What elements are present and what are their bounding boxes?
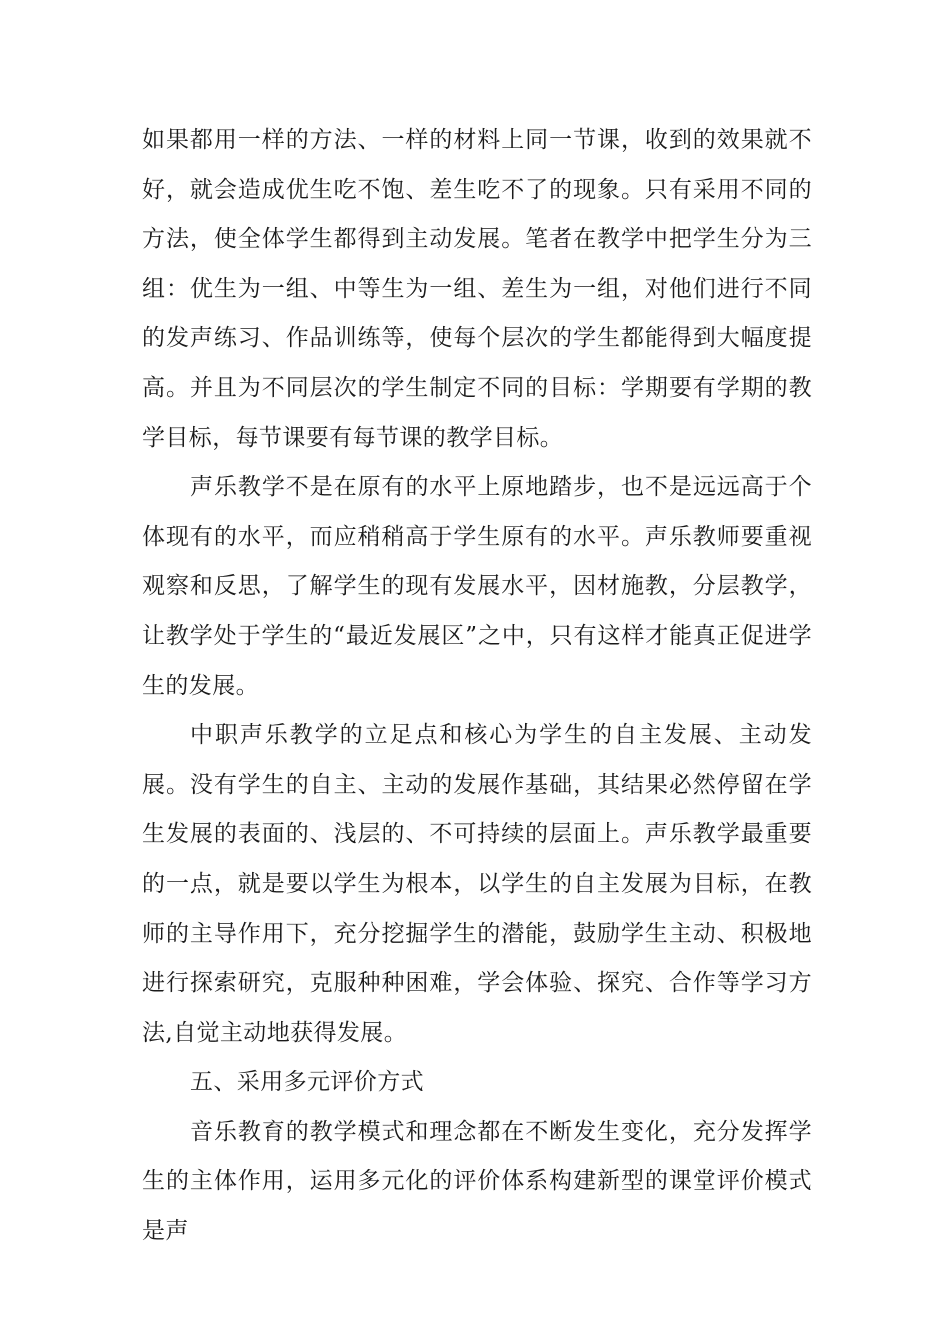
paragraph-continuation: 如果都用一样的方法、一样的材料上同一节课，收到的效果就不好，就会造成优生吃不饱、差生吃不了的现象。只有采用不同的方法，使全体学生都得到主动发展。笔者在教学中把学生分为三组：优生为一组、中等生为一组、差生为一组，对他们进行不同的发声练习、作品训练等，使每个层次的学生都能得到大幅度提高。并且为不同层次的学生制定不同的目标：学期要有学期的教学目标，每节课要有每节课的教学目标。 (142, 127, 812, 451)
section-heading-evaluation: 五、采用多元评价方式 (190, 1069, 424, 1096)
paragraph-zone-of-proximal-development: 声乐教学不是在原有的水平上原地踏步，也不是远远高于个体现有的水平，而应稍稍高于学生原有的水平。声乐教师要重视观察和反思，了解学生的现有发展水平，因材施教，分层教学，让教学处于学生的“最近发展区”之中，只有这样才能真正促进学生的发展。 (142, 474, 812, 699)
paragraph-evaluation-intro: 音乐教育的教学模式和理念都在不断发生变化，充分发挥学生的主体作用，运用多元化的评价体系构建新型的课堂评价模式是声 (142, 1118, 812, 1245)
paragraph-autonomous-development: 中职声乐教学的立足点和核心为学生的自主发展、主动发展。没有学生的自主、主动的发展作基础，其结果必然停留在学生发展的表面的、浅层的、不可持续的层面上。声乐教学最重要的一点，就是要以学生为根本，以学生的自主发展为目标，在教师的主导作用下，充分挖掘学生的潜能，鼓励学生主动、积极地进行探索研究，克服种种困难，学会体验、探究、合作等学习方法,自觉主动地获得发展。 (142, 722, 812, 1046)
document-body (142, 116, 812, 1257)
